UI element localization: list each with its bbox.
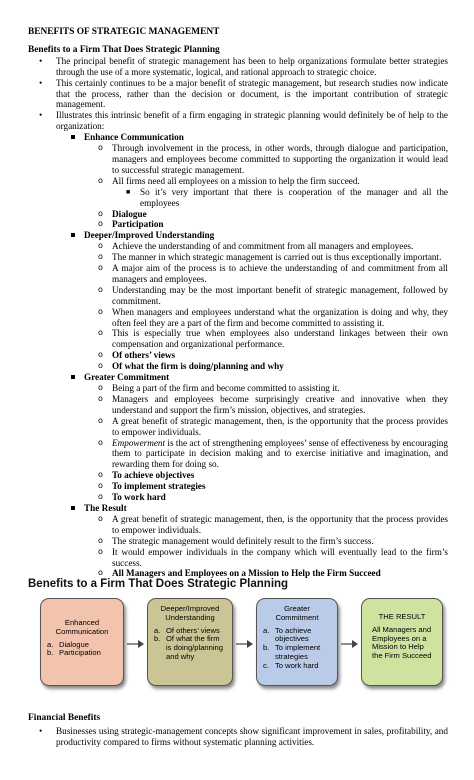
diagram-box-result <box>361 598 443 686</box>
list-item: o A major aim of the process is to achieve the understanding of and commitment from all managers and employees. <box>98 263 448 284</box>
list-item: o When managers and employees understand what the organization is doing and why, they often feel they are a part of the firm and become committed to assisting it. <box>98 306 448 328</box>
circle-bullet-icon: o <box>98 284 103 294</box>
bullet-icon: • <box>39 725 43 736</box>
financial-bullet-list <box>28 726 448 748</box>
list-item: o Of what the firm is doing/planning and why <box>98 361 284 372</box>
square-bullet-icon <box>71 375 75 379</box>
main-bullet-list <box>28 56 448 580</box>
sub-list <box>84 241 448 372</box>
box-item: a. Dialogue <box>47 639 89 649</box>
circle-bullet-icon: o <box>98 535 103 545</box>
box-item: b. Participation <box>47 648 101 658</box>
list-item: o To achieve objectives <box>98 470 195 481</box>
list-item: o Of others’ views <box>98 350 176 361</box>
box-item: c. To work hard <box>263 660 319 670</box>
circle-bullet-icon: o <box>98 513 103 523</box>
box-item: All Managers and Employees on a Mission to Help the Firm Succeed <box>372 624 432 661</box>
list-item: o Managers and employees become surprisingly creative and innovative when they understand and support the firm’s mission, objectives, and strategies. <box>98 393 448 415</box>
circle-bullet-icon: o <box>98 219 103 229</box>
section-heading: Financial Benefits <box>28 713 101 723</box>
circle-bullet-icon: o <box>98 393 103 403</box>
box-title: Enhanced Communication <box>55 618 109 636</box>
circle-bullet-icon: o <box>98 437 103 447</box>
box-item: a. To achieve objectives <box>263 625 312 644</box>
circle-bullet-icon: o <box>98 470 103 480</box>
list-item: o Achieve the understanding of and commitment from all managers and employees. <box>98 241 414 252</box>
benefit-group <box>56 132 448 230</box>
bullet-icon: • <box>39 55 43 66</box>
circle-bullet-icon: o <box>98 263 103 273</box>
list-item: o Dialogue <box>98 208 147 219</box>
benefit-group <box>56 230 448 372</box>
group-heading: The Result <box>84 502 127 513</box>
list-item: • Illustrates this intrinsic benefit of a firm engaging in strategic planning would definitely be of help to the organization: Enhance Communication o Through involvement in the process, in other words, through dialogue and participation, managers and employees become committed to supporting the organization it would lead to successful strategic management. o All firms need all employees on a mission to help the firm succeed. ■ So it’s very important that there is cooperation of the manager and all the employees o Dialogue o Participation Deeper/Improved Understanding o Achieve the understanding of and commitment from all managers and employees. o The manner in which strategic management is carried out is thus exceptionally important. o A major aim of the process is to achieve the understanding of and commitment from all managers and employees. o Understanding may be the most important benefit of strategic management, followed by commitment. o When managers and employees understand what the organization is doing and why, they often feel they are a part of the firm and become committed to assisting it. o This is especially true when employees also understand linkages between their own compensation and organizational performance. o Of others’ views o Of what the firm is doing/planning and why Greater Commitment o Being a part of the firm and become committed to assisting it. o Managers and employees become surprisingly creative and innovative when they understand and support the firm’s mission, objectives, and strategies. o A great benefit of strategic management, then, is the opportunity that the process provides to empower individuals. o Empowerment is the act of strengthening employees’ sense of effectiveness by encouraging them to participate in decision making and to exercise initiative and imagination, and rewarding them for doing so. o To achieve objectives o To implement strategies o To work hard The Result o A great benefit of strategic management, then, is the opportunity that the process provides to empower individuals. o The strategic management would definitely result to the firm’s success. o It would empower individuals in the company which will eventually lead to the firm’s success. o All Managers and Employees on a Mission to Help the Firm Succeed <box>39 110 448 579</box>
financial-section <box>28 713 448 748</box>
document-title: BENEFITS OF STRATEGIC MANAGEMENT <box>28 27 220 37</box>
circle-bullet-icon: o <box>98 415 103 425</box>
list-item: o Being a part of the firm and become committed to assisting it. <box>98 383 340 393</box>
square-bullet-icon <box>71 135 75 139</box>
bullet-icon: • <box>39 110 43 121</box>
circle-bullet-icon: o <box>98 252 103 262</box>
circle-bullet-icon: o <box>98 143 103 153</box>
sub-list <box>84 383 448 503</box>
circle-bullet-icon: o <box>98 350 103 360</box>
list-item: o To implement strategies <box>98 481 206 492</box>
list-item: • The principal benefit of strategic management has been to help organizations formulate better strategies through the use of a more systematic, logical, and rational approach to strategic choice. <box>39 55 448 77</box>
diagram-box-commitment <box>256 598 338 686</box>
circle-bullet-icon: o <box>98 241 103 251</box>
list-item: o It would empower individuals in the company which will eventually lead to the firm’s success. <box>98 546 448 568</box>
diagram-box-communication <box>40 598 124 686</box>
sub-list <box>84 514 448 579</box>
section-heading: Benefits to a Firm That Does Strategic Planning <box>28 44 220 55</box>
circle-bullet-icon: o <box>98 208 103 218</box>
list-item: o Participation <box>98 219 164 230</box>
benefit-group <box>56 503 448 579</box>
box-item: b. To implement strategies <box>263 643 321 661</box>
arrow-right-icon <box>341 638 359 650</box>
group-heading: Enhance Communication <box>84 132 184 143</box>
circle-bullet-icon: o <box>98 383 103 392</box>
box-title: THE RESULT <box>378 612 426 621</box>
bullet-icon: • <box>39 77 43 88</box>
circle-bullet-icon: o <box>98 492 103 502</box>
list-item: ■ So it’s very important that there is cooperation of the manager and all the employees <box>126 186 448 208</box>
list-item: o All Managers and Employees on a Mission to Help the Firm Succeed <box>98 568 381 579</box>
list-item: • Businesses using strategic-management concepts show significant improvement in sales, profitability, and productivity compared to firms without systematic planning activities. <box>39 725 448 747</box>
circle-bullet-icon: o <box>98 328 103 338</box>
diagram-box-understanding <box>147 598 233 686</box>
circle-bullet-icon: o <box>98 175 103 185</box>
list-item: o All firms need all employees on a mission to help the firm succeed. ■ So it’s very important that there is cooperation of the manager and all the employees <box>98 175 448 208</box>
square-bullet-icon <box>71 233 75 237</box>
list-item: o Through involvement in the process, in other words, through dialogue and participation, managers and employees become committed to supporting the organization it would lead to successful strategic management. <box>98 143 448 175</box>
arrow-right-icon <box>127 638 145 650</box>
box-item: a. Of others’ views <box>154 625 220 635</box>
group-heading: Greater Commitment <box>84 372 170 383</box>
box-item: b. Of what the firm is doing/planning and why <box>154 634 223 661</box>
list-item: o The strategic management would definitely result to the firm’s success. <box>98 535 374 546</box>
circle-bullet-icon: o <box>98 481 103 491</box>
benefit-group <box>56 372 448 503</box>
bullet-icon: ■ <box>126 187 131 196</box>
list-item: • This certainly continues to be a major benefit of strategic management, but research studies now indicate that the process, rather than the decision or document, is the important contribution of strategic management. <box>39 77 448 110</box>
list-item: o To work hard <box>98 492 166 503</box>
benefit-groups <box>56 132 448 579</box>
circle-bullet-icon: o <box>98 546 103 556</box>
benefits-diagram <box>28 598 448 698</box>
list-item: o A great benefit of strategic management, then, is the opportunity that the process provides to empower individuals. <box>98 513 448 535</box>
circle-bullet-icon: o <box>98 361 103 371</box>
diagram-title: Benefits to a Firm That Does Strategic Planning <box>28 578 289 590</box>
document-body <box>28 27 448 579</box>
circle-bullet-icon: o <box>98 568 103 578</box>
box-title: Deeper/Improved Understanding <box>160 604 220 622</box>
sub-list <box>84 143 448 230</box>
arrow-right-icon <box>236 638 254 650</box>
list-item: o Empowerment is the act of strengthening employees’ sense of effectiveness by encouraging them to participate in decision making and to exercise initiative and imagination, and rewarding them for doing so. <box>98 437 448 470</box>
term-empowerment: Empowerment <box>112 437 166 448</box>
list-item: o This is especially true when employees also understand linkages between their own compensation and organizational performance. <box>98 328 448 350</box>
list-item: o Understanding may be the most important benefit of strategic management, followed by commitment. <box>98 284 448 306</box>
group-heading: Deeper/Improved Understanding <box>84 230 215 241</box>
box-title: Greater Commitment <box>275 604 319 622</box>
sub-sub-list <box>112 187 448 209</box>
list-item: o The manner in which strategic management is carried out is thus exceptionally important. <box>98 252 442 263</box>
circle-bullet-icon: o <box>98 306 103 316</box>
list-item: o A great benefit of strategic management, then, is the opportunity that the process provides to empower individuals. <box>98 415 448 437</box>
square-bullet-icon <box>71 506 75 510</box>
